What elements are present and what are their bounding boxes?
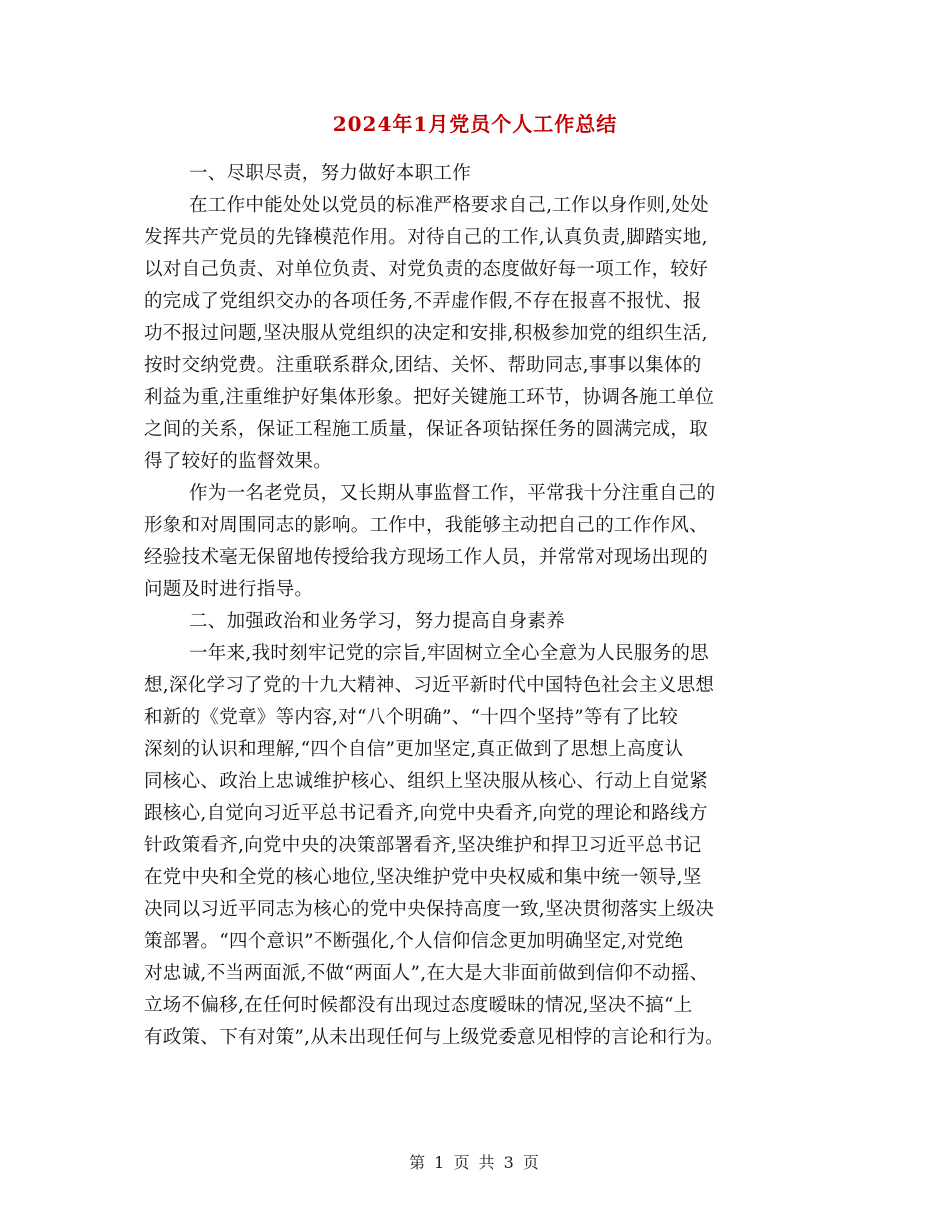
section-heading: 二、加强政治和业务学习，努力提高自身素养	[189, 611, 566, 632]
paragraph-line: 跟核心,自觉向习近平总书记看齐,向党中央看齐,向党的理论和路线方	[144, 803, 708, 824]
paragraph-line: 策部署。“四个意识”不断强化,个人信仰信念更加明确坚定,对党绝	[144, 931, 684, 952]
paragraph-line: 以对自己负责、对单位负责、对党负责的态度做好每一项工作，较好	[144, 259, 709, 280]
paragraph-line: 功不报过问题,坚决服从党组织的决定和安排,积极参加党的组织生活,	[144, 323, 708, 344]
paragraph-line: 有政策、下有对策”,从未出现任何与上级党委意见相悖的言论和行为。	[144, 1027, 724, 1048]
paragraph-line: 作为一名老党员，又长期从事监督工作，平常我十分注重自己的	[189, 483, 716, 504]
paragraph-line: 想,深化学习了党的十九大精神、习近平新时代中国特色社会主义思想	[144, 675, 715, 696]
paragraph-line: 在工作中能处处以党员的标准严格要求自己,工作以身作则,处处	[189, 195, 709, 216]
paragraph-line: 对忠诚,不当两面派,不做“两面人”,在大是大非面前做到信仰不动摇、	[144, 963, 709, 984]
paragraph-line: 在党中央和全党的核心地位,坚决维护党中央权威和集中统一领导,坚	[144, 867, 702, 888]
paragraph-line: 和新的《党章》等内容,对“八个明确”、“十四个坚持”等有了比较	[144, 707, 679, 728]
paragraph-line: 之间的关系，保证工程施工质量，保证各项钻探任务的圆满完成，取	[144, 419, 709, 440]
paragraph-line: 问题及时进行指导。	[144, 579, 314, 600]
document-title: 2024年1月党员个人工作总结	[332, 112, 618, 136]
paragraph-line: 按时交纳党费。注重联系群众,团结、关怀、帮助同志,事事以集体的	[144, 355, 702, 376]
paragraph-line: 同核心、政治上忠诚维护核心、组织上坚决服从核心、行动上自觉紧	[144, 771, 709, 792]
paragraph-line: 的完成了党组织交办的各项任务,不弄虚作假,不存在报喜不报忧、报	[144, 291, 702, 312]
paragraph-line: 针政策看齐,向党中央的决策部署看齐,坚决维护和捍卫习近平总书记	[144, 835, 702, 856]
paragraph-line: 发挥共产党员的先锋模范作用。对待自己的工作,认真负责,脚踏实地,	[144, 227, 708, 248]
paragraph-line: 深刻的认识和理解,“四个自信”更加坚定,真正做到了思想上高度认	[144, 739, 684, 760]
section-heading: 一、尽职尽责，努力做好本职工作	[189, 163, 472, 184]
document-body	[144, 158, 812, 1054]
paragraph-line: 得了较好的监督效果。	[144, 451, 333, 472]
paragraph-line: 立场不偏移,在任何时候都没有出现过态度暧昧的情况,坚决不搞“上	[144, 995, 693, 1016]
page-footer: 第 1 页 共 3 页	[409, 1153, 541, 1172]
paragraph-line: 经验技术毫无保留地传授给我方现场工作人员，并常常对现场出现的	[144, 547, 709, 568]
paragraph-line: 形象和对周围同志的影响。工作中，我能够主动把自己的工作作风、	[144, 515, 709, 536]
paragraph-line: 一年来,我时刻牢记党的宗旨,牢固树立全心全意为人民服务的思	[189, 643, 709, 664]
paragraph-line: 利益为重,注重维护好集体形象。把好关键施工环节，协调各施工单位	[144, 387, 715, 408]
paragraph-line: 决同以习近平同志为核心的党中央保持高度一致,坚决贯彻落实上级决	[144, 899, 715, 920]
